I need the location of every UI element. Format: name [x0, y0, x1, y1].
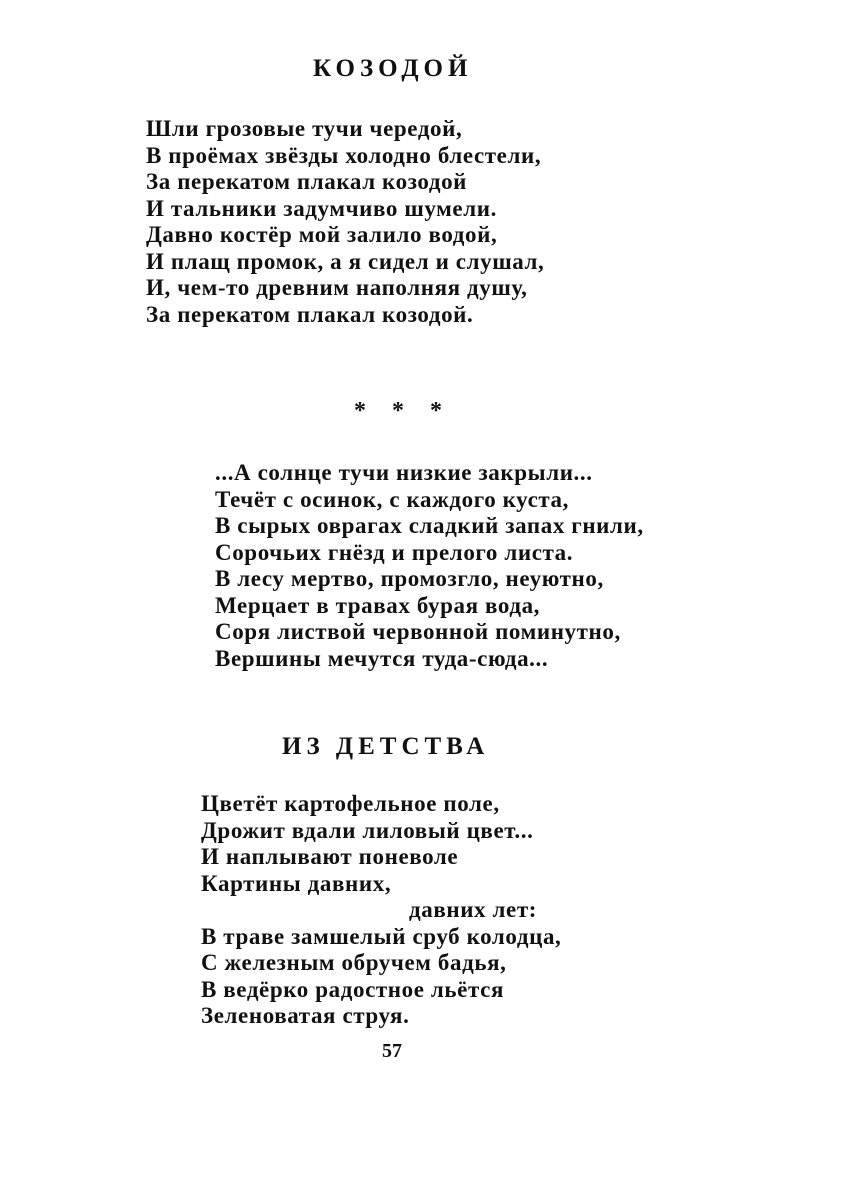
- verse-line: В сырых оврагах сладкий запах гнили,: [215, 513, 644, 538]
- verse-line: Шли грозовые тучи чередой,: [146, 116, 463, 141]
- poem-title-iz-detstva: ИЗ ДЕТСТВА: [282, 733, 490, 760]
- verse-line: И, чем-то древним наполняя душу,: [146, 275, 528, 300]
- verse-line: Зеленоватая струя.: [201, 1003, 410, 1028]
- poem-kozodoy-stanza: [146, 116, 544, 328]
- poem-untitled-stanza: [215, 460, 644, 672]
- verse-line: Дрожит вдали лиловый цвет...: [201, 817, 534, 843]
- verse-line: Течёт с осинок, с каждого куста,: [215, 486, 570, 512]
- verse-line: В лесу мертво, промозгло, неуютно,: [215, 566, 604, 591]
- verse-line: С железным обручем бадья,: [201, 950, 507, 975]
- verse-line: Мерцает в травах бурая вода,: [215, 592, 541, 618]
- verse-line: Картины давних,: [201, 870, 392, 896]
- verse-line: За перекатом плакал козодой.: [146, 301, 474, 327]
- verse-line: В проёмах звёзды холодно блестели,: [146, 142, 542, 168]
- verse-line: Давно костёр мой залило водой,: [146, 222, 498, 247]
- verse-line: В ведёрко радостное льётся: [201, 976, 504, 1002]
- verse-line: Вершины мечутся туда-сюда...: [215, 645, 549, 671]
- verse-line: Соря листвой червонной поминутно,: [215, 619, 621, 644]
- verse-line: И плащ промок, а я сидел и слушал,: [146, 248, 545, 274]
- verse-line: ...А солнце тучи низкие закрыли...: [215, 460, 593, 485]
- verse-line: Сорочьих гнёзд и прелого листа.: [215, 539, 574, 565]
- verse-line: За перекатом плакал козодой: [146, 169, 468, 194]
- verse-line: В траве замшелый сруб колодца,: [201, 923, 562, 949]
- verse-line: И тальники задумчиво шумели.: [146, 195, 497, 221]
- poem-title-kozodoy: КОЗОДОЙ: [313, 55, 473, 82]
- poem-title-asterisks: * * *: [354, 398, 452, 424]
- verse-line-indented: давних лет:: [409, 897, 537, 922]
- verse-line: И наплывают поневоле: [201, 844, 459, 869]
- verse-line: Цветёт картофельное поле,: [201, 791, 500, 816]
- poem-iz-detstva-stanza: [201, 791, 561, 1030]
- page-number: 57: [382, 1040, 402, 1062]
